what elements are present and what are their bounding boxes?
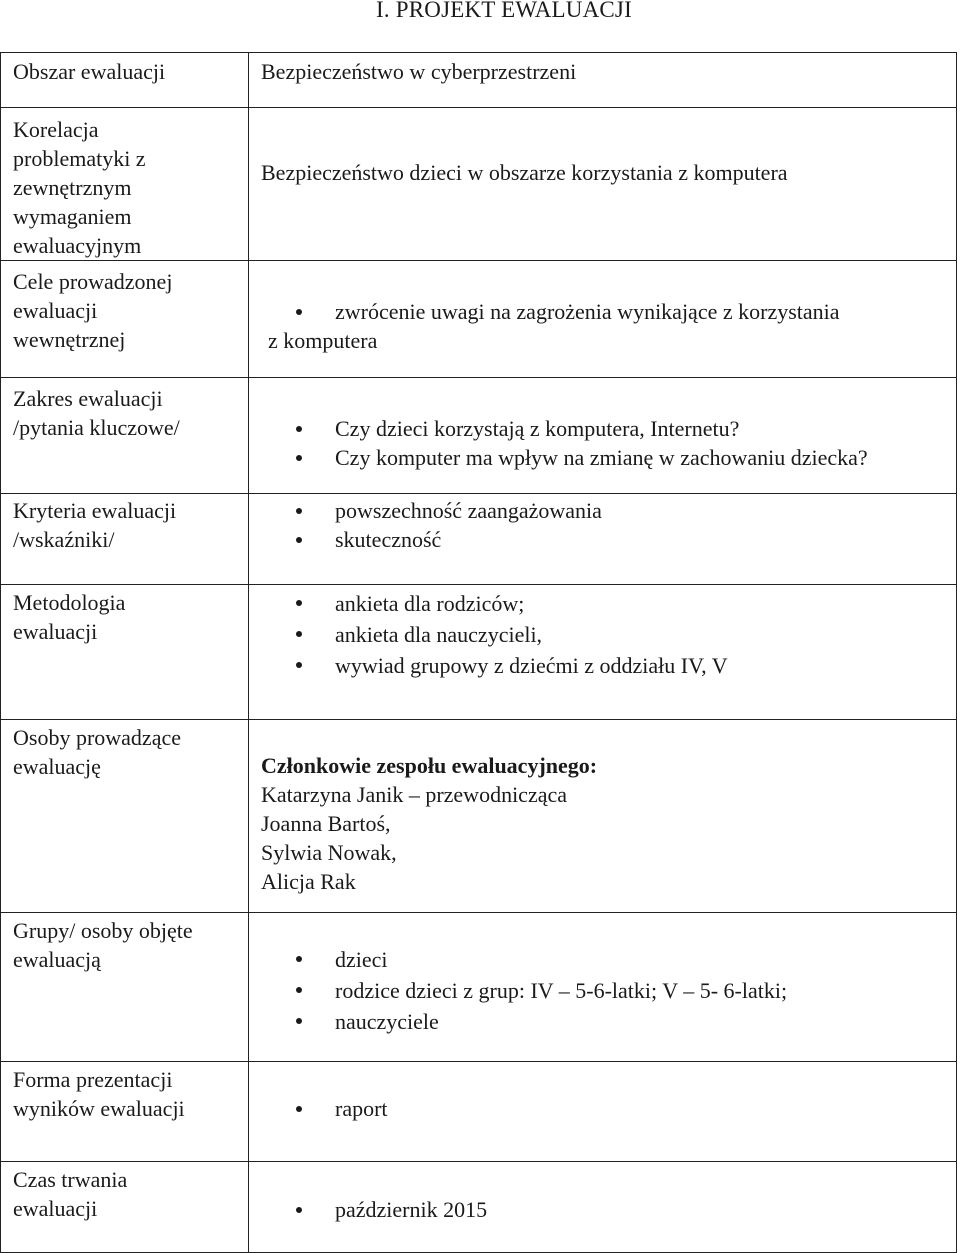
- table-row: [1, 261, 957, 378]
- list-item: październik 2015: [261, 1195, 944, 1224]
- row-label: Metodologia ewaluacji: [13, 590, 126, 644]
- list-item: dzieci: [261, 944, 944, 975]
- list-item: Czy komputer ma wpływ na zmianę w zachowaniu dziecka?: [261, 443, 944, 472]
- table-row: [1, 53, 957, 108]
- row-value-cell: [249, 494, 957, 585]
- list-item: wywiad grupowy z dziećmi z oddziału IV, V: [261, 650, 944, 681]
- team-member: Alicja Rak: [261, 869, 356, 894]
- row-label-cell: [1, 378, 249, 494]
- bullet-list: [261, 588, 944, 681]
- table-row: [1, 494, 957, 585]
- row-label-cell: [1, 1062, 249, 1162]
- list-item: Czy dzieci korzystają z komputera, Internetu?: [261, 414, 944, 443]
- bullet-list: [261, 297, 944, 326]
- row-value-cell: [249, 53, 957, 108]
- team-heading: Członkowie zespołu ewaluacyjnego:: [261, 753, 598, 778]
- row-label-cell: [1, 1162, 249, 1253]
- row-label: Czas trwania ewaluacji: [13, 1167, 128, 1221]
- list-item: ankieta dla rodziców;: [261, 588, 944, 619]
- evaluation-project-table: [0, 52, 957, 1253]
- list-item: nauczyciele: [261, 1006, 944, 1037]
- row-label: Grupy/ osoby objęte ewaluacją: [13, 918, 193, 972]
- table-row: [1, 108, 957, 261]
- row-label: Kryteria ewaluacji /wskaźniki/: [13, 498, 177, 552]
- list-item: rodzice dzieci z grup: IV – 5-6-latki; V – 5- 6-latki;: [261, 975, 944, 1006]
- table-row: [1, 720, 957, 913]
- row-label-cell: [1, 913, 249, 1062]
- table-row: [1, 1062, 957, 1162]
- table-row: [1, 378, 957, 494]
- row-value: Bezpieczeństwo w cyberprzestrzeni: [261, 59, 577, 84]
- table-row: [1, 1162, 957, 1253]
- list-item-continuation: z komputera: [268, 328, 378, 353]
- row-value-cell: [249, 1062, 957, 1162]
- row-value-cell: [249, 1162, 957, 1253]
- team-member: Katarzyna Janik – przewodnicząca: [261, 782, 568, 807]
- team-member: Sylwia Nowak,: [261, 840, 397, 865]
- list-item: ankieta dla nauczycieli,: [261, 619, 944, 650]
- row-value-cell: [249, 261, 957, 378]
- team-member: Joanna Bartoś,: [261, 811, 391, 836]
- row-label: Zakres ewaluacji /pytania kluczowe/: [13, 386, 180, 440]
- row-label: Korelacja problematyki z zewnętrznym wymaganiem ewaluacyjnym: [13, 117, 146, 258]
- bullet-list: [261, 1195, 944, 1224]
- bullet-list: [261, 944, 944, 1037]
- row-value-cell: [249, 108, 957, 261]
- bullet-list: [261, 414, 944, 472]
- list-item: powszechność zaangażowania: [261, 496, 944, 525]
- page-title: I. PROJEKT EWALUACJI: [376, 0, 632, 22]
- bullet-list: [261, 1094, 944, 1123]
- bullet-list: [261, 496, 944, 554]
- row-label: Cele prowadzonej ewaluacji wewnętrznej: [13, 269, 173, 352]
- table-row: [1, 585, 957, 720]
- row-label-cell: [1, 585, 249, 720]
- list-item: zwrócenie uwagi na zagrożenia wynikające z korzystania: [261, 297, 944, 326]
- row-value-cell: [249, 913, 957, 1062]
- row-label: Obszar ewaluacji: [13, 59, 166, 84]
- table-row: [1, 913, 957, 1062]
- row-label: Forma prezentacji wyników ewaluacji: [13, 1067, 185, 1121]
- row-value: Bezpieczeństwo dzieci w obszarze korzystania z komputera: [261, 160, 788, 185]
- row-label-cell: [1, 261, 249, 378]
- row-label-cell: [1, 494, 249, 585]
- row-value-cell: [249, 585, 957, 720]
- row-label-cell: [1, 720, 249, 913]
- row-label: Osoby prowadzące ewaluację: [13, 725, 181, 779]
- row-value-cell: [249, 720, 957, 913]
- list-item: raport: [261, 1094, 944, 1123]
- list-item: skuteczność: [261, 525, 944, 554]
- row-label-cell: [1, 108, 249, 261]
- row-label-cell: [1, 53, 249, 108]
- row-value-cell: [249, 378, 957, 494]
